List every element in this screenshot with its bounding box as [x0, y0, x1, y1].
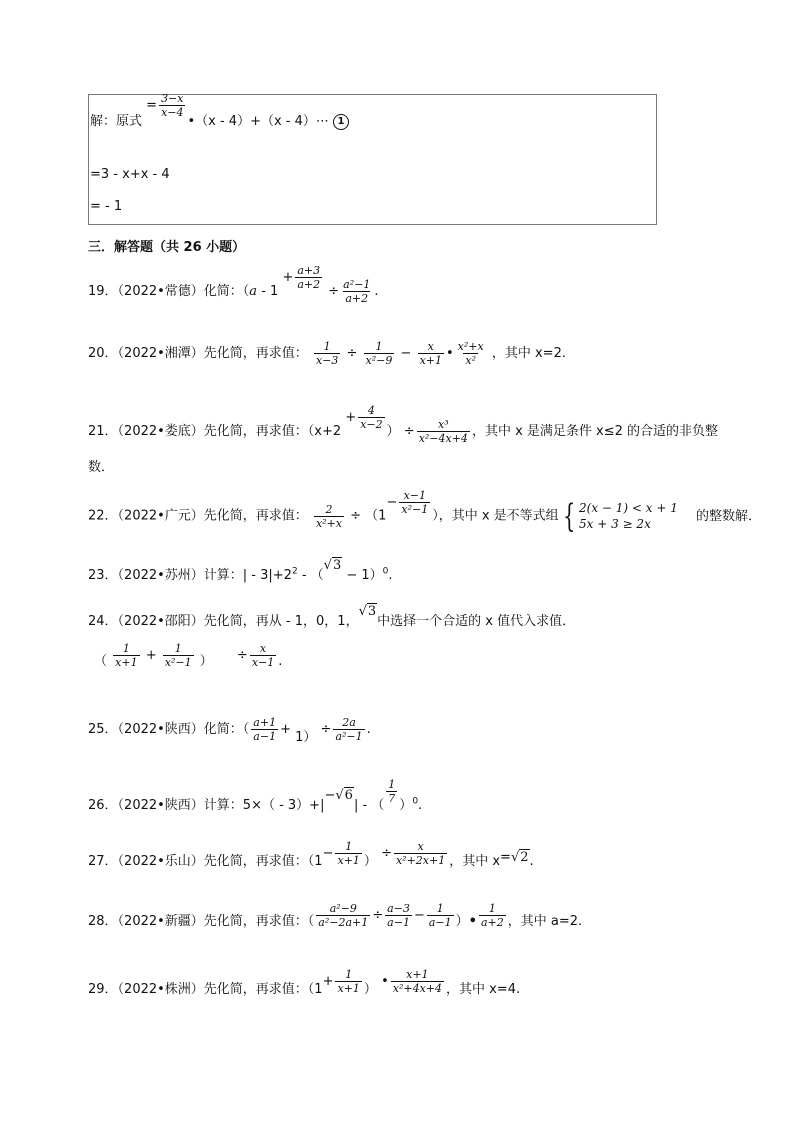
period: .	[529, 854, 534, 869]
question-25	[88, 716, 371, 743]
question-label: 22．（2022•广元）先化简，再求值：	[88, 508, 308, 524]
square-root: √3	[358, 604, 377, 619]
fraction-numerator: 1	[345, 840, 353, 853]
fraction-numerator: 2a	[342, 716, 356, 729]
inequality-1: 2(x − 1) < x + 1	[579, 501, 678, 515]
radicand: 3	[332, 558, 342, 573]
solution-line-3: = - 1	[90, 199, 123, 214]
fraction-numerator: 4	[367, 404, 375, 417]
divide-sign: ÷	[236, 648, 248, 663]
fraction-numerator: 1	[488, 902, 496, 915]
question-29	[88, 968, 521, 1003]
fraction	[417, 418, 470, 445]
fraction-numerator: 1	[388, 778, 396, 791]
question-tail: ，其中 x=4.	[445, 982, 521, 997]
question-22	[88, 488, 762, 535]
fraction	[391, 968, 444, 995]
period: .	[366, 722, 371, 737]
variable: a	[249, 284, 258, 299]
square-root: √6	[335, 788, 353, 803]
fraction-denominator: a²−2a+1	[318, 916, 369, 929]
fraction-numerator: x−1	[403, 488, 426, 502]
fraction-denominator: x−4	[161, 106, 184, 119]
fraction-denominator: x²+x	[315, 516, 342, 530]
fraction	[335, 968, 361, 995]
fraction-numerator: 1	[345, 968, 353, 981]
fraction-denominator: x²−1	[164, 656, 192, 669]
fraction-denominator: a+2	[345, 292, 369, 305]
minus-sign: −	[386, 494, 398, 510]
section-title: 三．解答题（共 26 小题）	[88, 240, 246, 255]
fraction-numerator: a+3	[297, 264, 321, 277]
fraction	[358, 404, 384, 431]
expression-text: ），其中 x 是不等式组	[432, 508, 559, 524]
question-label: 19．（2022•常德）化简：（	[88, 284, 250, 299]
solution-line-2: =3 - x+x - 4	[90, 167, 170, 182]
fraction	[314, 503, 344, 530]
plus-sign: +	[282, 270, 294, 285]
fraction	[295, 264, 322, 291]
question-tail: ，其中 a=2.	[507, 914, 583, 929]
fraction-numerator: a−3	[387, 902, 410, 915]
circled-number-marker: 1	[333, 114, 349, 130]
question-21-continuation: 数．	[88, 460, 115, 475]
question-label: 28．（2022•新疆）先化简，再求值：（	[88, 914, 315, 929]
solution-prefix: 解：原式	[90, 114, 143, 129]
inequality-2: 5x + 3 ≥ 2x	[579, 517, 651, 531]
minus-sign: −	[324, 788, 336, 803]
multiply-dot: •	[381, 974, 389, 989]
plus-sign: +	[322, 974, 334, 989]
left-brace: {	[562, 497, 575, 535]
fraction-numerator: 1	[174, 642, 182, 655]
exponent: 0	[412, 796, 419, 807]
fraction-denominator: x−3	[315, 354, 339, 367]
fraction	[385, 902, 412, 929]
exponent: 0	[382, 566, 389, 577]
fraction	[479, 902, 506, 929]
plus-sign: +	[345, 410, 357, 425]
question-26	[88, 778, 423, 819]
question-21	[88, 404, 719, 445]
fraction	[364, 340, 395, 367]
fraction-denominator: x²−1	[401, 502, 429, 516]
expression-text: − 1）	[342, 568, 383, 583]
expression-text: - 1	[257, 284, 279, 299]
fraction-denominator: x²−9	[365, 354, 393, 367]
fraction	[314, 340, 340, 367]
fraction-denominator: x+1	[337, 982, 360, 995]
fraction-denominator: x−2	[360, 418, 383, 431]
fraction	[335, 840, 361, 867]
radicand: 6	[344, 788, 353, 803]
plus-sign: +	[280, 722, 291, 737]
fraction	[418, 340, 444, 367]
divide-sign: ÷	[346, 346, 358, 361]
plus-sign: +	[145, 648, 157, 663]
fraction	[113, 642, 139, 669]
fraction	[399, 489, 430, 516]
fraction-denominator: x+1	[115, 656, 138, 669]
fraction-numerator: 1	[375, 340, 383, 353]
fraction-numerator: 3−x	[161, 92, 184, 105]
square-root: √2	[510, 850, 529, 865]
fraction	[316, 902, 370, 929]
fraction	[250, 642, 276, 669]
question-label: 29．（2022•株洲）先化简，再求值：（1	[88, 982, 323, 997]
fraction	[251, 716, 278, 743]
question-tail: 的整数解．	[696, 508, 762, 524]
fraction-denominator: a−1	[253, 730, 277, 743]
equals-sign: =	[146, 98, 158, 113]
radicand: 2	[520, 850, 529, 865]
divide-sign: ÷	[372, 908, 384, 923]
question-label: 26．（2022•陕西）计算：5×（ - 3）+|	[88, 798, 325, 813]
fraction-numerator: x	[427, 340, 434, 353]
period: .	[374, 284, 379, 299]
fraction-numerator: x	[259, 642, 267, 655]
period: .	[388, 568, 393, 583]
paren-close: ）	[386, 424, 400, 439]
question-label: 21．（2022•娄底）先化简，再求值：（x+2	[88, 424, 342, 439]
expression-text: （1	[365, 508, 387, 524]
fraction-denominator: x²+4x+4	[392, 982, 442, 995]
minus-sign: −	[322, 846, 334, 861]
expression-text: | - （	[353, 798, 385, 813]
question-label: 25．（2022•陕西）化简：（	[88, 722, 250, 737]
fraction	[456, 340, 486, 367]
multiply-dot: •	[468, 914, 477, 929]
question-tail: 中选择一个合适的 x 值代入求值．	[377, 614, 576, 629]
minus-sign: −	[413, 908, 425, 923]
question-label: 23．（2022•苏州）计算：| - 3|+2	[88, 568, 292, 583]
fraction	[427, 902, 454, 929]
period: .	[278, 654, 283, 669]
question-tail: ，其中 x	[449, 854, 501, 869]
paren-close: ）	[363, 982, 377, 997]
fraction-numerator: a+1	[253, 716, 277, 729]
fraction-denominator: a−1	[428, 916, 452, 929]
fraction-numerator: x+1	[406, 968, 429, 981]
fraction	[163, 642, 194, 669]
divide-sign: ÷	[381, 846, 392, 861]
question-tail: ，其中 x 是满足条件 x≤2 的合适的非负整	[471, 424, 719, 439]
minus-sign: −	[400, 346, 412, 361]
fraction-denominator: x+1	[419, 354, 442, 367]
question-label: 20．（2022•湘潭）先化简，再求值：	[88, 346, 308, 361]
divide-sign: ÷	[403, 424, 415, 439]
fraction-numerator: x³	[438, 418, 449, 431]
fraction-denominator: x²−4x+4	[418, 432, 468, 445]
fraction	[394, 840, 447, 867]
fraction	[159, 92, 185, 119]
fraction-numerator: 1	[436, 902, 444, 915]
expression-text: 1）	[295, 730, 317, 745]
question-19	[88, 264, 379, 305]
fraction-numerator: 1	[122, 642, 130, 655]
fraction-denominator: 7	[388, 792, 396, 805]
fraction-numerator: a²−1	[343, 278, 371, 291]
inequality-system	[579, 500, 678, 532]
question-tail: ，其中 x=2.	[491, 346, 566, 361]
question-24-expression	[94, 642, 283, 675]
question-27	[88, 840, 534, 875]
question-23	[88, 558, 393, 583]
radicand: 3	[367, 604, 377, 619]
fraction-denominator: x²+2x+1	[395, 854, 446, 867]
fraction-numerator: 2	[325, 502, 333, 516]
fraction-denominator: x−1	[251, 656, 275, 669]
fraction	[341, 278, 372, 305]
divide-sign: ÷	[350, 508, 362, 524]
fraction	[333, 716, 364, 743]
paren-close: ）	[399, 798, 413, 813]
square-root: √3	[323, 558, 342, 573]
question-28	[88, 902, 583, 935]
multiply-dot: •	[446, 346, 454, 361]
paren-close: ）	[363, 854, 377, 869]
question-label: 24．（2022•邵阳）先化简，再从 - 1，0，1，	[88, 614, 359, 629]
equals-sign: =	[500, 850, 511, 865]
fraction	[386, 778, 397, 805]
fraction-denominator: a²−1	[335, 730, 363, 743]
divide-sign: ÷	[328, 284, 340, 299]
fraction-numerator: x	[417, 840, 424, 853]
fraction-numerator: 1	[323, 340, 331, 353]
fraction-denominator: a+2	[297, 278, 321, 291]
question-24	[88, 604, 576, 629]
fraction-denominator: x²	[465, 354, 476, 367]
fraction-denominator: a+2	[480, 916, 504, 929]
paren-close: ）	[199, 654, 213, 669]
fraction-denominator: x+1	[337, 854, 360, 867]
fraction-numerator: x²+x	[457, 340, 484, 353]
divide-sign: ÷	[320, 722, 332, 737]
fraction-denominator: a−1	[387, 916, 410, 929]
expression-text: •（x - 4）+（x - 4）⋯	[187, 114, 329, 129]
period: .	[418, 798, 423, 813]
paren-open: （	[94, 654, 108, 669]
exponent: 2	[291, 566, 298, 577]
question-20	[88, 340, 566, 367]
solution-line-1	[90, 92, 349, 135]
question-label: 27．（2022•乐山）先化简，再求值：（1	[88, 854, 323, 869]
paren-close: ）	[455, 914, 469, 929]
fraction-numerator: a²−9	[329, 902, 357, 915]
expression-text: - （	[297, 568, 324, 583]
